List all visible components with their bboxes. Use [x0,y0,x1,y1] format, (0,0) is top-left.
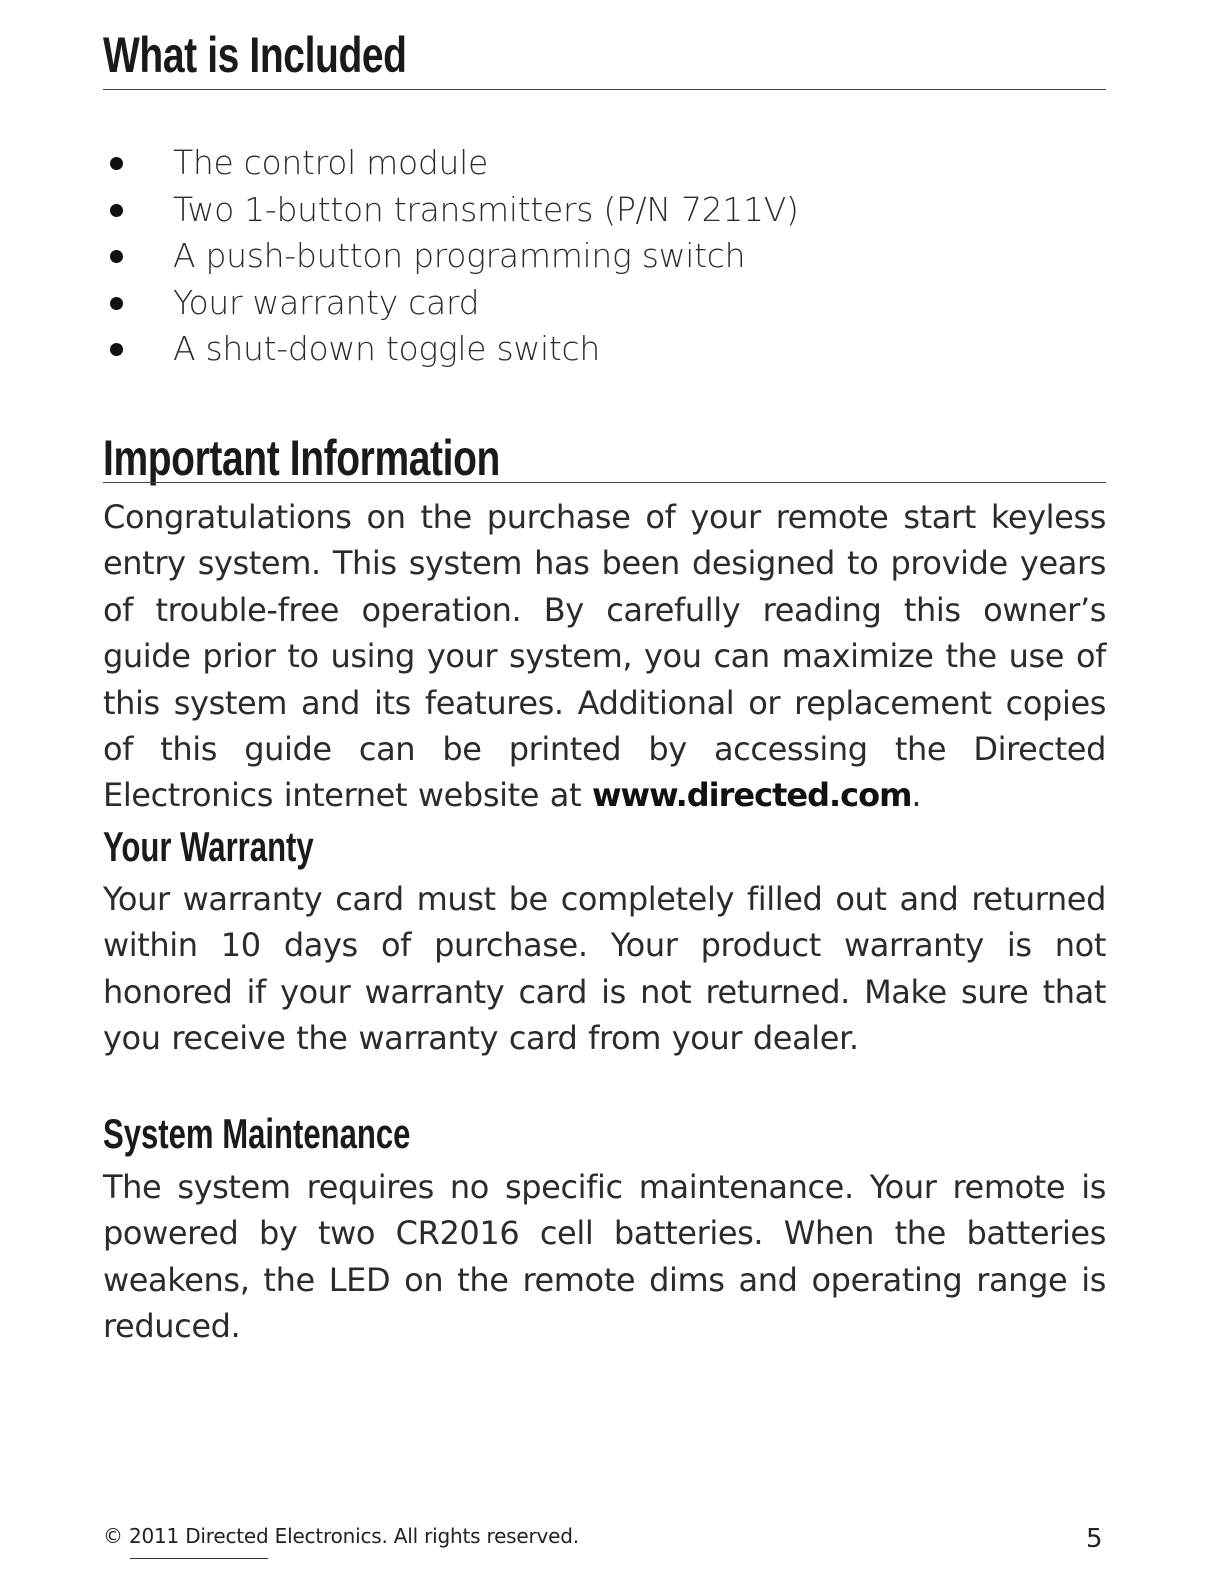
bullet-icon [110,204,123,217]
list-item-text: A shut-down toggle switch [173,329,601,368]
warranty-heading: Your Warranty [103,823,314,870]
included-heading: What is Included [103,27,407,83]
warranty-heading-row [103,823,1106,870]
included-heading-row [103,27,1106,83]
list-item-text: Two 1-button transmitters (P/N 7211V) [173,189,799,229]
warranty-paragraph: Your warranty card must be completely filled out and returned within 10 days of purchase. Your product warranty is not honored if your warranty card is not returned. Make sure that you receive the warranty card from your dealer. [103,880,1106,1058]
maintenance-heading-row [103,1110,1106,1157]
footer-underline [130,1558,268,1559]
important-heading: Important Information [103,430,500,486]
list-item-text: A push-button programming switch [173,236,746,275]
bullet-icon [110,343,123,356]
important-text: Congratulations on the purchase of your remote start keyless entry system. This system has been designed to provide years of trouble-free operation. By carefully reading this owner’s guide prior to using your system, you can maximize the use of this system and its features. Additional or replacement copies of this guide can be printed by accessing the Directed Electronics internet website at [103,498,1106,815]
important-heading-row [103,430,1106,486]
bullet-icon [110,297,123,310]
website-link[interactable]: www.directed.com [591,776,912,815]
list-item-text: The control module [173,143,489,182]
bullet-icon [110,157,123,170]
important-text-end: . [911,776,922,815]
list-item-text: Your warranty card [173,282,480,322]
bullet-icon [110,250,123,263]
maintenance-paragraph: The system requires no specific maintenance. Your remote is powered by two CR2016 cell batteries. When the batteries weakens, the LED on the remote dims and operating range is reduced. [103,1168,1106,1346]
page-number: 5 [1086,1524,1103,1554]
maintenance-heading: System Maintenance [103,1110,411,1157]
important-paragraph [103,494,1106,819]
included-heading-rule [103,89,1106,90]
footer-copyright: © 2011 Directed Electronics. All rights reserved. [103,1524,579,1548]
important-heading-rule [103,482,1106,483]
